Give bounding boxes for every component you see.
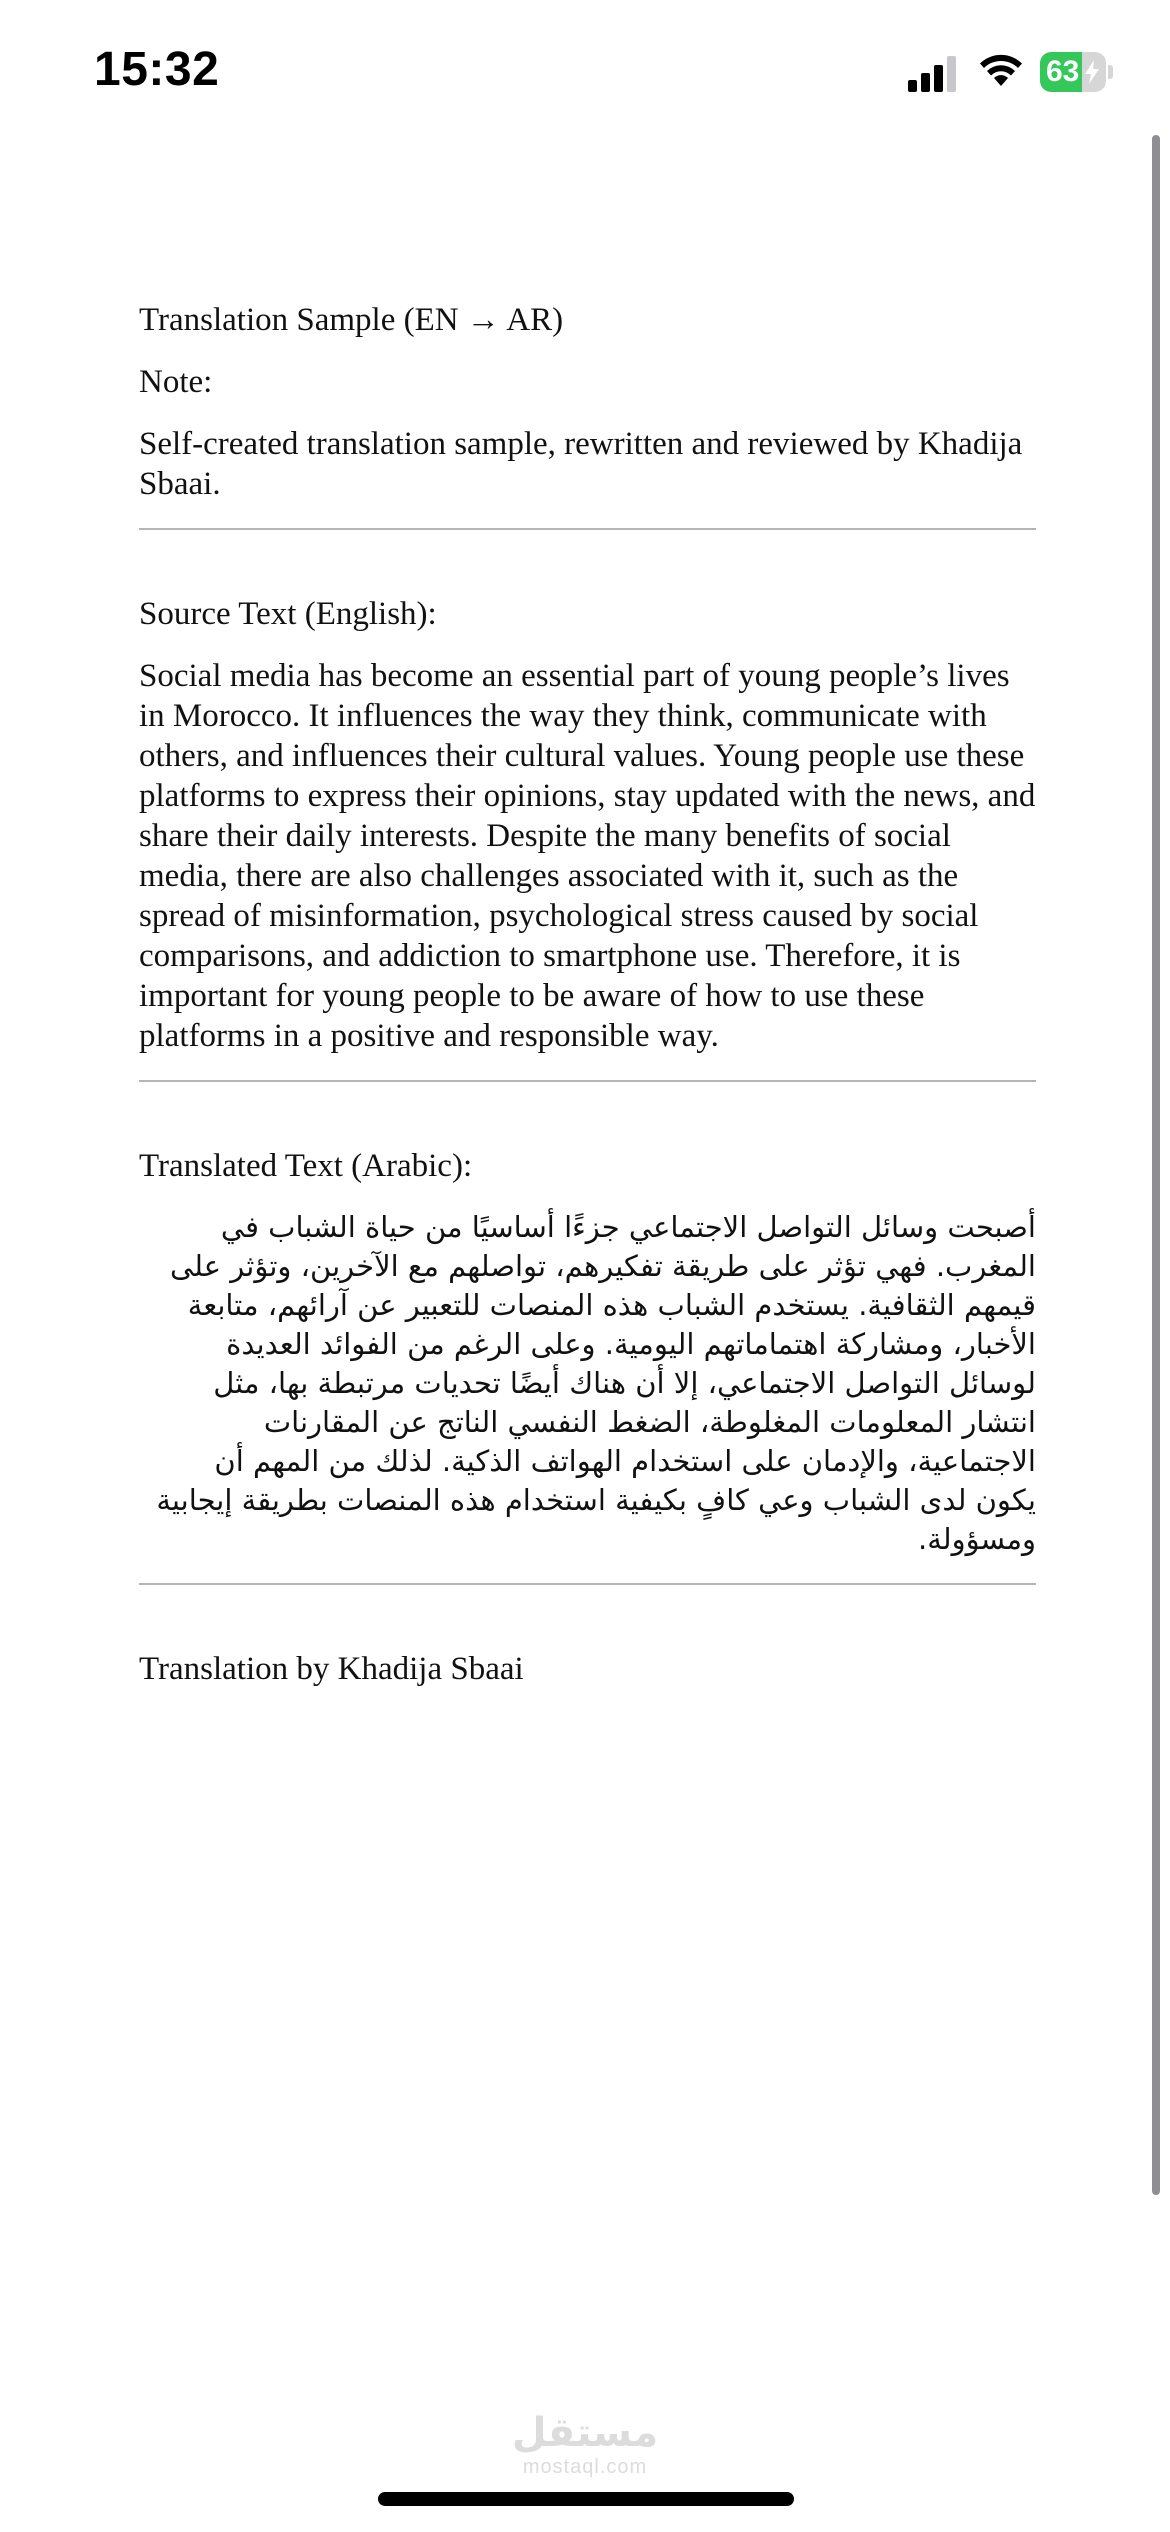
translated-text: أصبحت وسائل التواصل الاجتماعي جزءًا أساسيًا من حياة الشباب في المغرب. فهي تؤثر على طريقة تفكيرهم، تواصلهم مع الآخرين، وتؤثر على قيمهم الثقافية. يستخدم الشباب هذه المنصات للتعبير عن آرائهم، متابعة الأخبار، ومشاركة اهتماماتهم اليومية. وعلى الرغم من الفوائد العديدة لوسائل التواصل الاجتماعي، إلا أن هناك أيضًا تحديات مرتبطة بها، مثل انتشار المعلومات المغلوطة، الضغط النفسي الناتج عن المقارنات الاجتماعية، والإدمان على استخدام الهواتف الذكية. لذلك من المهم أن يكون لدى الشباب وعي كافٍ بكيفية استخدام هذه المنصات بطريقة إيجابية ومسؤولة. (156, 1210, 1036, 1556)
source-heading: Source Text (English): (139, 596, 437, 632)
charging-bolt-icon (1084, 60, 1100, 84)
battery-percent: 63 (1046, 55, 1080, 88)
translation-credit: Translation by Khadija Sbaai (139, 1651, 524, 1687)
note-text: Self-created translation sample, rewritten and reviewed by Khadija Sbaai. (139, 426, 1023, 502)
battery-icon (1040, 52, 1112, 92)
status-bar (0, 0, 1170, 150)
signal-icon (908, 56, 958, 92)
home-indicator[interactable] (378, 2492, 794, 2506)
source-text: Social media has become an essential part of young people’s lives in Morocco. It influences the way they think, communicate with others, and influences their cultural values. Young people use these platforms to express their opinions, stay updated with the news, and share their daily interests. Despite the many benefits of social media, there are also challenges associated with it, such as the spread of misinformation, psychological stress caused by social comparisons, and addiction to smartphone use. Therefore, it is important for young people to be aware of how to use these platforms in a positive and responsible way. (139, 658, 1036, 1054)
translated-heading: Translated Text (Arabic): (139, 1148, 473, 1184)
wifi-icon (978, 52, 1024, 90)
note-label: Note: (139, 364, 213, 400)
status-time: 15:32 (94, 43, 220, 96)
watermark-logo (480, 2410, 690, 2478)
document-title: Translation Sample (EN → AR) (139, 302, 564, 338)
watermark-latin: mostaql.com (522, 2456, 648, 2478)
translated-section (139, 1082, 1036, 1559)
document (139, 300, 1036, 1689)
scrollbar[interactable] (1152, 135, 1160, 2195)
source-section (139, 530, 1036, 1056)
watermark-arabic: مستقل (511, 2410, 659, 2456)
